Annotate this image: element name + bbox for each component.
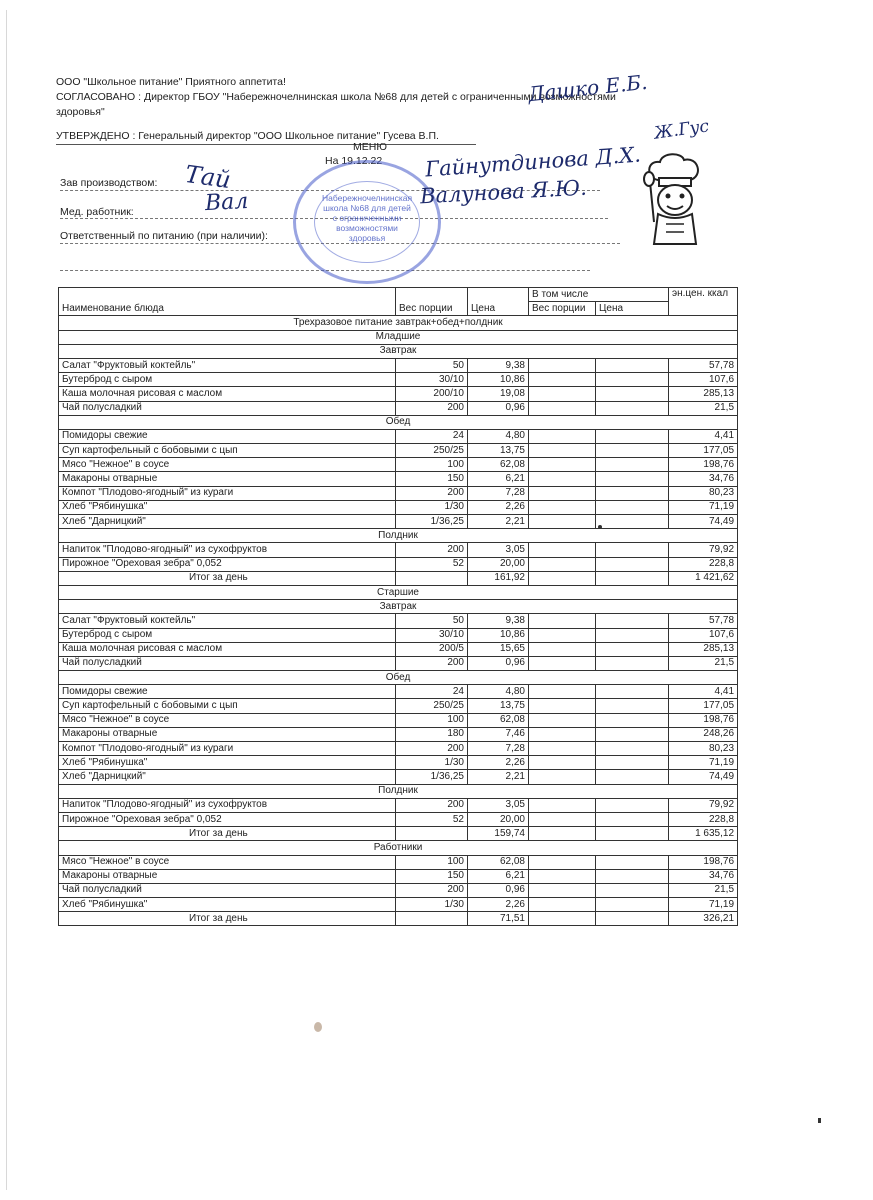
header-sub-portion: Вес порции	[529, 302, 596, 316]
sub-price-cell	[596, 656, 669, 670]
total-portion-cell	[396, 571, 468, 585]
sub-portion-cell	[529, 656, 596, 670]
table-row	[59, 472, 738, 486]
portion-cell: 52	[396, 557, 468, 571]
sub-portion-cell	[529, 429, 596, 443]
kcal-cell: 198,76	[669, 855, 738, 869]
kcal-cell: 79,92	[669, 798, 738, 812]
header-sub-price: Цена	[596, 302, 669, 316]
org-line: ООО "Школьное питание" Приятного аппетита!	[56, 76, 286, 88]
sub-portion-cell	[529, 387, 596, 401]
sub-portion-cell	[529, 770, 596, 784]
header-including: В том числе	[529, 288, 669, 302]
nurse-name: Валунова Я.Ю.	[419, 175, 588, 209]
table-row	[59, 515, 738, 529]
group-label: Младшие	[59, 330, 738, 344]
table-row	[59, 713, 738, 727]
price-cell: 2,26	[468, 500, 529, 514]
agreed-line: СОГЛАСОВАНО : Директор ГБОУ "Набережночелнинская школа №68 для детей с ограниченными возможностями	[56, 91, 616, 103]
meal-label: Полдник	[59, 529, 738, 543]
dish-cell: Напиток "Плодово-ягодный" из сухофруктов	[59, 543, 396, 557]
portion-cell: 150	[396, 472, 468, 486]
price-cell: 15,65	[468, 642, 529, 656]
kcal-cell: 248,26	[669, 727, 738, 741]
sub-price-cell	[596, 472, 669, 486]
sub-price-cell	[596, 614, 669, 628]
production-signature: Тай	[183, 159, 233, 195]
kcal-cell: 198,76	[669, 713, 738, 727]
price-cell: 0,96	[468, 883, 529, 897]
approved-line: УТВЕРЖДЕНО : Генеральный директор "ООО Школьное питание" Гусева В.П.	[56, 130, 439, 142]
school-stamp	[293, 160, 441, 284]
sub-price-cell	[596, 543, 669, 557]
dish-cell: Компот "Плодово-ягодный" из кураги	[59, 486, 396, 500]
portion-cell: 1/30	[396, 500, 468, 514]
portion-cell: 100	[396, 458, 468, 472]
sub-price-cell	[596, 812, 669, 826]
sub-price-cell	[596, 756, 669, 770]
sub-price-cell	[596, 387, 669, 401]
header-energy: эн.цен. ккал	[669, 288, 738, 316]
meal-row	[59, 671, 738, 685]
dish-cell: Пирожное "Ореховая зебра" 0,052	[59, 557, 396, 571]
menu-date: На 19.12.22	[325, 155, 383, 167]
sub-portion-cell	[529, 458, 596, 472]
total-kcal: 1 635,12	[669, 827, 738, 841]
table-row	[59, 699, 738, 713]
total-kcal: 1 421,62	[669, 571, 738, 585]
table-row	[59, 401, 738, 415]
sub-price-cell	[596, 642, 669, 656]
menu-table	[58, 287, 738, 926]
group-row	[59, 841, 738, 855]
kcal-cell: 21,5	[669, 883, 738, 897]
kcal-cell: 177,05	[669, 699, 738, 713]
total-sub-price-cell	[596, 827, 669, 841]
price-cell: 62,08	[468, 458, 529, 472]
dish-cell: Бутерброд с сыром	[59, 373, 396, 387]
dish-cell: Напиток "Плодово-ягодный" из сухофруктов	[59, 798, 396, 812]
sub-price-cell	[596, 628, 669, 642]
price-cell: 19,08	[468, 387, 529, 401]
meal-row	[59, 784, 738, 798]
chef-logo-icon	[636, 152, 714, 252]
sub-price-cell	[596, 373, 669, 387]
sub-portion-cell	[529, 401, 596, 415]
portion-cell: 1/30	[396, 898, 468, 912]
total-sub-portion-cell	[529, 571, 596, 585]
portion-cell: 1/30	[396, 756, 468, 770]
table-row	[59, 628, 738, 642]
total-portion-cell	[396, 827, 468, 841]
total-price: 71,51	[468, 912, 529, 926]
sub-price-cell	[596, 444, 669, 458]
sub-portion-cell	[529, 798, 596, 812]
sub-portion-cell	[529, 543, 596, 557]
portion-cell: 250/25	[396, 444, 468, 458]
total-sub-portion-cell	[529, 912, 596, 926]
plan-row	[59, 316, 738, 330]
sub-portion-cell	[529, 742, 596, 756]
table-row	[59, 727, 738, 741]
sub-price-cell	[596, 869, 669, 883]
table-row	[59, 869, 738, 883]
portion-cell: 180	[396, 727, 468, 741]
header-portion: Вес порции	[396, 288, 468, 316]
portion-cell: 50	[396, 358, 468, 372]
kcal-cell: 177,05	[669, 444, 738, 458]
table-row	[59, 798, 738, 812]
kcal-cell: 34,76	[669, 472, 738, 486]
portion-cell: 1/36,25	[396, 515, 468, 529]
group-row	[59, 330, 738, 344]
price-cell: 2,26	[468, 898, 529, 912]
price-cell: 10,86	[468, 373, 529, 387]
sub-portion-cell	[529, 883, 596, 897]
sub-portion-cell	[529, 358, 596, 372]
kcal-cell: 80,23	[669, 742, 738, 756]
kcal-cell: 34,76	[669, 869, 738, 883]
dish-cell: Хлеб "Дарницкий"	[59, 515, 396, 529]
stamp-text: Набережночелнинская школа №68 для детей с ограниченными возможностями здоровья	[322, 193, 413, 243]
kcal-cell: 71,19	[669, 500, 738, 514]
plan-label: Трехразовое питание завтрак+обед+полдник	[59, 316, 738, 330]
total-label: Итог за день	[59, 827, 396, 841]
dish-cell: Мясо "Нежное" в соусе	[59, 458, 396, 472]
meal-row	[59, 600, 738, 614]
kcal-cell: 71,19	[669, 756, 738, 770]
dish-cell: Каша молочная рисовая с маслом	[59, 387, 396, 401]
total-price: 161,92	[468, 571, 529, 585]
price-cell: 3,05	[468, 543, 529, 557]
dish-cell: Пирожное "Ореховая зебра" 0,052	[59, 812, 396, 826]
price-cell: 3,05	[468, 798, 529, 812]
sub-price-cell	[596, 742, 669, 756]
price-cell: 2,21	[468, 515, 529, 529]
portion-cell: 150	[396, 869, 468, 883]
table-row	[59, 373, 738, 387]
sub-portion-cell	[529, 557, 596, 571]
meal-label: Полдник	[59, 784, 738, 798]
sub-price-cell	[596, 855, 669, 869]
group-label: Работники	[59, 841, 738, 855]
price-cell: 7,46	[468, 727, 529, 741]
sub-portion-cell	[529, 855, 596, 869]
scan-speck	[314, 1022, 322, 1032]
table-row	[59, 500, 738, 514]
sub-portion-cell	[529, 699, 596, 713]
total-portion-cell	[396, 912, 468, 926]
sub-portion-cell	[529, 486, 596, 500]
table-row	[59, 358, 738, 372]
dish-cell: Суп картофельный с бобовыми с цып	[59, 699, 396, 713]
dish-cell: Макароны отварные	[59, 472, 396, 486]
sub-portion-cell	[529, 614, 596, 628]
kcal-cell: 80,23	[669, 486, 738, 500]
agreed-line-2: здоровья"	[56, 106, 105, 118]
portion-cell: 100	[396, 855, 468, 869]
nurse-signature: Вал	[204, 188, 249, 217]
kcal-cell: 107,6	[669, 628, 738, 642]
table-row	[59, 898, 738, 912]
price-cell: 62,08	[468, 855, 529, 869]
dish-cell: Салат "Фруктовый коктейль"	[59, 614, 396, 628]
production-head-label: Зав производством:	[60, 177, 158, 189]
dish-cell: Макароны отварные	[59, 869, 396, 883]
meal-label: Завтрак	[59, 344, 738, 358]
kcal-cell: 4,41	[669, 429, 738, 443]
portion-cell: 250/25	[396, 699, 468, 713]
dish-cell: Хлеб "Рябинушка"	[59, 756, 396, 770]
price-cell: 9,38	[468, 358, 529, 372]
total-sub-portion-cell	[529, 827, 596, 841]
dish-cell: Макароны отварные	[59, 727, 396, 741]
portion-cell: 24	[396, 685, 468, 699]
sub-price-cell	[596, 458, 669, 472]
table-row	[59, 770, 738, 784]
dish-cell: Чай полусладкий	[59, 656, 396, 670]
price-cell: 0,96	[468, 401, 529, 415]
sub-portion-cell	[529, 642, 596, 656]
dish-cell: Мясо "Нежное" в соусе	[59, 713, 396, 727]
price-cell: 62,08	[468, 713, 529, 727]
sub-portion-cell	[529, 713, 596, 727]
total-sub-price-cell	[596, 912, 669, 926]
portion-cell: 200/10	[396, 387, 468, 401]
sub-price-cell	[596, 770, 669, 784]
kcal-cell: 21,5	[669, 401, 738, 415]
sub-price-cell	[596, 358, 669, 372]
sub-portion-cell	[529, 756, 596, 770]
dish-cell: Хлеб "Дарницкий"	[59, 770, 396, 784]
total-label: Итог за день	[59, 912, 396, 926]
table-row	[59, 756, 738, 770]
director-signature: Дашко Е.Б.	[527, 69, 649, 107]
kcal-cell: 74,49	[669, 515, 738, 529]
table-row	[59, 685, 738, 699]
kcal-cell: 74,49	[669, 770, 738, 784]
kcal-cell: 79,92	[669, 543, 738, 557]
total-kcal: 326,21	[669, 912, 738, 926]
sub-portion-cell	[529, 727, 596, 741]
dish-cell: Салат "Фруктовый коктейль"	[59, 358, 396, 372]
table-row	[59, 429, 738, 443]
table-row	[59, 543, 738, 557]
sub-portion-cell	[529, 444, 596, 458]
portion-cell: 200	[396, 543, 468, 557]
sub-price-cell	[596, 500, 669, 514]
price-cell: 0,96	[468, 656, 529, 670]
table-row	[59, 656, 738, 670]
portion-cell: 200	[396, 656, 468, 670]
price-cell: 7,28	[468, 742, 529, 756]
portion-cell: 100	[396, 713, 468, 727]
dish-cell: Бутерброд с сыром	[59, 628, 396, 642]
price-cell: 9,38	[468, 614, 529, 628]
dish-cell: Чай полусладкий	[59, 401, 396, 415]
price-cell: 2,26	[468, 756, 529, 770]
portion-cell: 200/5	[396, 642, 468, 656]
table-row	[59, 387, 738, 401]
portion-cell: 30/10	[396, 373, 468, 387]
kcal-cell: 71,19	[669, 898, 738, 912]
table-row	[59, 742, 738, 756]
dish-cell: Каша молочная рисовая с маслом	[59, 642, 396, 656]
sub-portion-cell	[529, 812, 596, 826]
scan-speck	[598, 525, 602, 529]
sub-price-cell	[596, 557, 669, 571]
dish-cell: Компот "Плодово-ягодный" из кураги	[59, 742, 396, 756]
scan-speck	[818, 1118, 821, 1123]
production-head-name: Гайнутдинова Д.Х.	[424, 142, 642, 182]
portion-cell: 24	[396, 429, 468, 443]
sub-price-cell	[596, 798, 669, 812]
price-cell: 6,21	[468, 472, 529, 486]
price-cell: 13,75	[468, 699, 529, 713]
table-header-row	[59, 288, 738, 302]
portion-cell: 200	[396, 486, 468, 500]
dish-cell: Помидоры свежие	[59, 429, 396, 443]
approved-underline	[56, 144, 476, 145]
kcal-cell: 285,13	[669, 642, 738, 656]
sub-price-cell	[596, 486, 669, 500]
total-sub-price-cell	[596, 571, 669, 585]
portion-cell: 50	[396, 614, 468, 628]
kcal-cell: 228,8	[669, 557, 738, 571]
sub-price-cell	[596, 685, 669, 699]
price-cell: 7,28	[468, 486, 529, 500]
sub-price-cell	[596, 713, 669, 727]
dish-cell: Чай полусладкий	[59, 883, 396, 897]
sub-price-cell	[596, 883, 669, 897]
sub-price-cell	[596, 515, 669, 529]
portion-cell: 30/10	[396, 628, 468, 642]
price-cell: 20,00	[468, 812, 529, 826]
kcal-cell: 107,6	[669, 373, 738, 387]
sub-portion-cell	[529, 472, 596, 486]
approved-signature: Ж.Гус	[652, 116, 711, 144]
sub-portion-cell	[529, 869, 596, 883]
table-row	[59, 614, 738, 628]
sub-price-cell	[596, 898, 669, 912]
sub-portion-cell	[529, 898, 596, 912]
sub-price-cell	[596, 727, 669, 741]
table-row	[59, 812, 738, 826]
sub-portion-cell	[529, 515, 596, 529]
menu-title: МЕНЮ	[353, 141, 387, 153]
kcal-cell: 228,8	[669, 812, 738, 826]
price-cell: 2,21	[468, 770, 529, 784]
total-row	[59, 912, 738, 926]
sub-portion-cell	[529, 500, 596, 514]
dish-cell: Хлеб "Рябинушка"	[59, 898, 396, 912]
portion-cell: 200	[396, 798, 468, 812]
group-row	[59, 585, 738, 599]
sub-price-cell	[596, 429, 669, 443]
kcal-cell: 4,41	[669, 685, 738, 699]
table-row	[59, 642, 738, 656]
total-label: Итог за день	[59, 571, 396, 585]
sub-price-cell	[596, 699, 669, 713]
total-price: 159,74	[468, 827, 529, 841]
table-row	[59, 444, 738, 458]
portion-cell: 200	[396, 742, 468, 756]
sub-price-cell	[596, 401, 669, 415]
sub-portion-cell	[529, 628, 596, 642]
sub-portion-cell	[529, 685, 596, 699]
price-cell: 10,86	[468, 628, 529, 642]
sub-portion-cell	[529, 373, 596, 387]
kcal-cell: 198,76	[669, 458, 738, 472]
portion-cell: 52	[396, 812, 468, 826]
price-cell: 4,80	[468, 429, 529, 443]
table-row	[59, 557, 738, 571]
responsible-label: Ответственный по питанию (при наличии):	[60, 230, 268, 242]
table-row	[59, 486, 738, 500]
dish-cell: Суп картофельный с бобовыми с цып	[59, 444, 396, 458]
meal-row	[59, 344, 738, 358]
price-cell: 20,00	[468, 557, 529, 571]
meal-label: Завтрак	[59, 600, 738, 614]
header-dish: Наименование блюда	[59, 288, 396, 316]
meal-row	[59, 415, 738, 429]
kcal-cell: 57,78	[669, 614, 738, 628]
dish-cell: Помидоры свежие	[59, 685, 396, 699]
kcal-cell: 57,78	[669, 358, 738, 372]
header-price: Цена	[468, 288, 529, 316]
meal-label: Обед	[59, 415, 738, 429]
table-row	[59, 855, 738, 869]
price-cell: 13,75	[468, 444, 529, 458]
total-row	[59, 571, 738, 585]
nurse-label: Мед. работник:	[60, 206, 134, 218]
price-cell: 4,80	[468, 685, 529, 699]
dish-cell: Хлеб "Рябинушка"	[59, 500, 396, 514]
kcal-cell: 21,5	[669, 656, 738, 670]
total-row	[59, 827, 738, 841]
meal-label: Обед	[59, 671, 738, 685]
meal-row	[59, 529, 738, 543]
table-row	[59, 458, 738, 472]
portion-cell: 200	[396, 401, 468, 415]
dish-cell: Мясо "Нежное" в соусе	[59, 855, 396, 869]
group-label: Старшие	[59, 585, 738, 599]
portion-cell: 1/36,25	[396, 770, 468, 784]
table-row	[59, 883, 738, 897]
price-cell: 6,21	[468, 869, 529, 883]
portion-cell: 200	[396, 883, 468, 897]
kcal-cell: 285,13	[669, 387, 738, 401]
